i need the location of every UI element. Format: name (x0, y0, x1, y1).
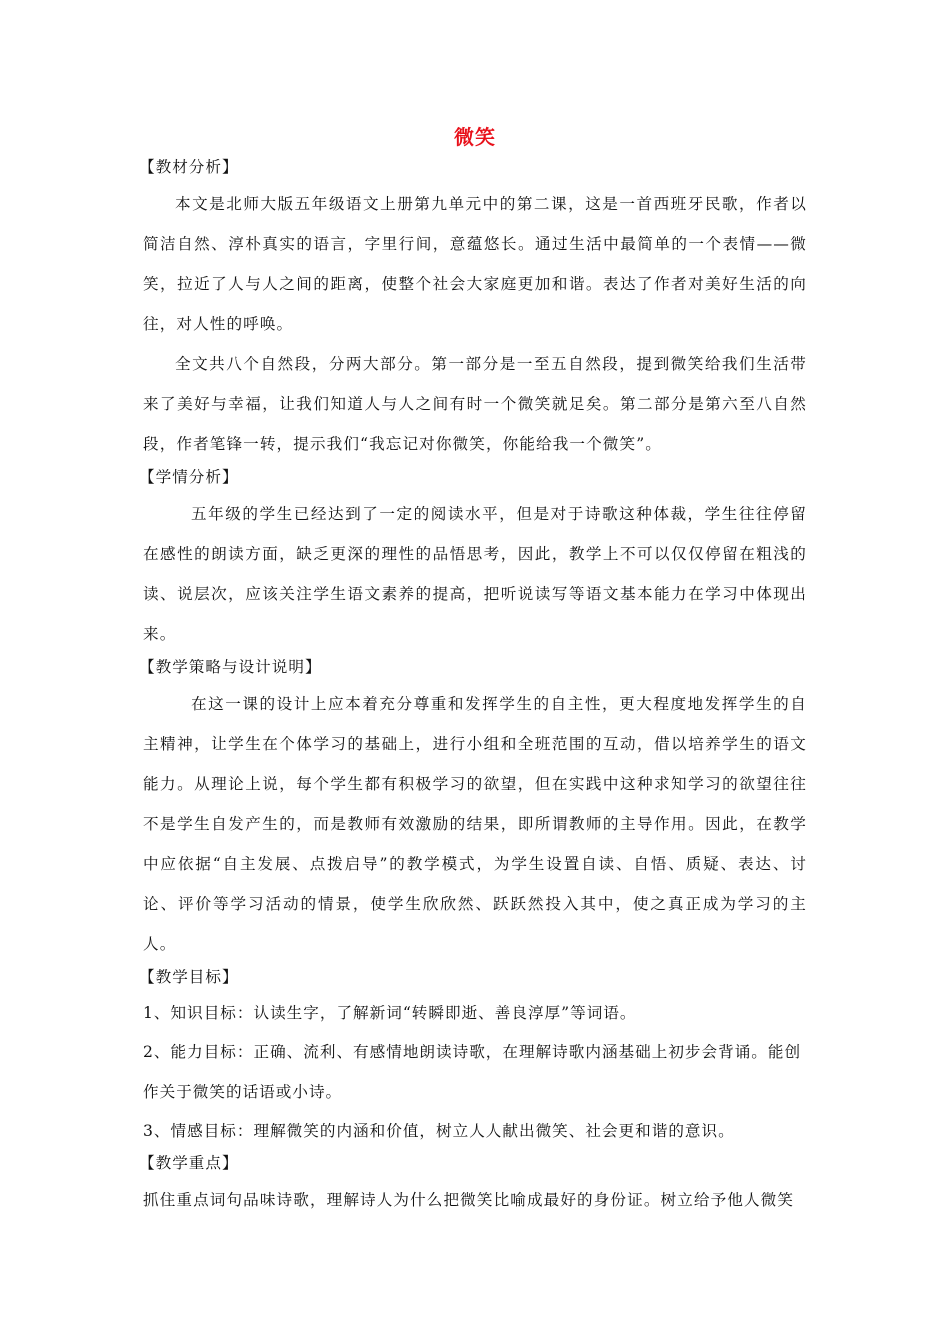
paragraph: 在这一课的设计上应本着充分尊重和发挥学生的自主性，更大程度地发挥学生的自主精神，让学生在个体学习的基础上，进行小组和全班范围的互动，借以培养学生的语文能力。从理论上说，每个学生都有积极学习的欲望，但在实践中这种求知学习的欲望往往不是学生自发产生的，而是教师有效激励的结果，即所谓教师的主导作用。因此，在教学中应依据“自主发展、点拨启导”的教学模式，为学生设置自读、自悟、质疑、表达、讨论、评价等学习活动的情景，使学生欣欣然、跃跃然投入其中，使之真正成为学习的主人。 (143, 695, 807, 953)
section-heading: 【教材分析】 (139, 158, 239, 176)
section-heading: 【教学目标】 (139, 968, 239, 986)
paragraph: 抓住重点词句品味诗歌，理解诗人为什么把微笑比喻成最好的身份证。树立给予他人微笑 (143, 1191, 795, 1209)
goal-item: 1、知识目标：认读生字，了解新词“转瞬即逝、善良淳厚”等词语。 (143, 1004, 637, 1022)
paragraph: 本文是北师大版五年级语文上册第九单元中的第二课，这是一首西班牙民歌，作者以简洁自然、淳朴真实的语言，字里行间，意蕴悠长。通过生活中最简单的一个表情——微笑，拉近了人与人之间的距离，使整个社会大家庭更加和谐。表达了作者对美好生活的向往，对人性的呼唤。 (143, 195, 807, 333)
section-heading: 【学情分析】 (139, 468, 239, 486)
section-heading: 【教学策略与设计说明】 (139, 658, 322, 676)
document-title: 微笑 (454, 125, 496, 149)
section-teaching-goals (139, 966, 807, 1150)
goal-item: 2、能力目标：正确、流利、有感情地朗读诗歌，在理解诗歌内涵基础上初步会背诵。能创作关于微笑的话语或小诗。 (143, 1043, 802, 1101)
section-textbook-analysis (139, 156, 807, 464)
section-key-points (139, 1152, 807, 1220)
section-teaching-strategy (139, 656, 807, 964)
section-learner-analysis (139, 466, 807, 654)
section-heading: 【教学重点】 (139, 1154, 239, 1172)
document-page (139, 120, 807, 1220)
paragraph: 五年级的学生已经达到了一定的阅读水平，但是对于诗歌这种体裁，学生往往停留在感性的朗读方面，缺乏更深的理性的品悟思考，因此，教学上不可以仅仅停留在粗浅的读、说层次，应该关注学生语文素养的提高，把听说读写等语文基本能力在学习中体现出来。 (143, 505, 807, 643)
goal-item: 3、情感目标：理解微笑的内涵和价值，树立人人献出微笑、社会更和谐的意识。 (143, 1122, 735, 1140)
paragraph: 全文共八个自然段，分两大部分。第一部分是一至五自然段，提到微笑给我们生活带来了美好与幸福，让我们知道人与人之间有时一个微笑就足矣。第二部分是第六至八自然段，作者笔锋一转，提示我们“我忘记对你微笑，你能给我一个微笑”。 (143, 355, 807, 453)
